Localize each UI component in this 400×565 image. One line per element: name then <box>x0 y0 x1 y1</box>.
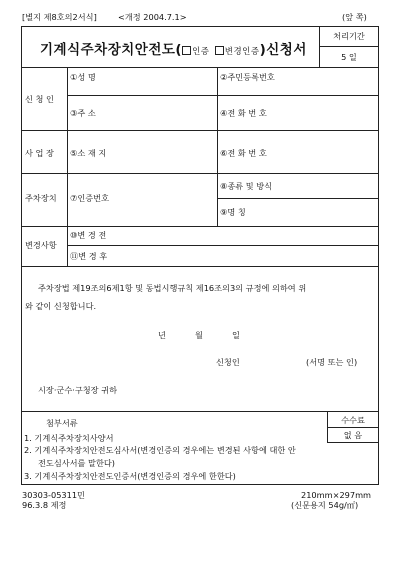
form-title: 기계식주차장치안전도( 인증 변경인증)신청서 <box>40 42 307 58</box>
attachment-item-1: 1. 기계식주차장치사양서 <box>24 433 114 443</box>
business-phone-label: ⑥전 화 번 호 <box>220 148 267 158</box>
statement-line-1: 주차장법 제19조의6제1항 및 동법시행규칙 제16조의3의 규정에 의하여 위 <box>38 283 307 293</box>
processing-period-value: 5 일 <box>341 52 357 62</box>
month-label: 월 <box>195 330 203 340</box>
day-label: 일 <box>232 330 240 340</box>
attachments-title: 첨부서류 <box>46 418 78 428</box>
location-label: ⑤소 재 지 <box>70 148 107 158</box>
enactment-date: 96.3.8 제정 <box>22 500 67 510</box>
addressee: 시장·군수·구청장 귀하 <box>38 385 117 395</box>
before-change-label: ⑩변 경 전 <box>70 230 107 240</box>
device-section-label: 주차장치 <box>25 193 57 203</box>
applicant-sign-label: 신청인 <box>216 357 240 367</box>
form-reference: [별지 제8호의2서식] <box>22 12 97 22</box>
applicant-section-label: 신 청 인 <box>25 94 54 104</box>
fee-value: 없 음 <box>343 430 363 440</box>
resident-number-label: ②주민등록번호 <box>220 72 275 82</box>
paper-type: (신문용지 54g/㎡) <box>291 500 359 510</box>
attachment-item-3: 3. 기계식주차장치안전도인증서(변경인증의 경우에 한한다) <box>24 471 236 481</box>
device-name-label: ⑨명 칭 <box>220 207 246 217</box>
paper-size: 210mm×297mm <box>301 490 372 500</box>
name-label: ①성 명 <box>70 72 96 82</box>
attachment-item-2-cont: 전도심사서를 말한다) <box>38 458 115 468</box>
business-section-label: 사 업 장 <box>25 148 54 158</box>
signature-note: (서명 또는 인) <box>306 357 358 367</box>
checkbox-change-certification[interactable] <box>215 46 224 55</box>
change-section-label: 변경사항 <box>25 240 57 250</box>
fee-label: 수수료 <box>341 415 365 425</box>
revision-note: <개정 2004.7.1> <box>118 12 187 22</box>
processing-period-label: 처리기간 <box>333 31 365 41</box>
address-label: ③주 소 <box>70 108 96 118</box>
applicant-phone-label: ④전 화 번 호 <box>220 108 267 118</box>
checkbox-certification[interactable] <box>182 46 191 55</box>
certification-number-label: ⑦인증번호 <box>70 193 109 203</box>
statement-line-2: 와 같이 신청합니다. <box>25 301 97 311</box>
page-side-label: (앞 쪽) <box>342 12 367 22</box>
year-label: 년 <box>158 330 166 340</box>
attachment-item-2: 2. 기계식주차장치안전도심사서(변경인증의 경우에는 변경된 사항에 대한 안 <box>24 445 296 455</box>
after-change-label: ⑪변 경 후 <box>70 251 108 261</box>
form-code: 30303-05311민 <box>22 490 85 500</box>
type-method-label: ⑧종류 및 방식 <box>220 181 273 191</box>
